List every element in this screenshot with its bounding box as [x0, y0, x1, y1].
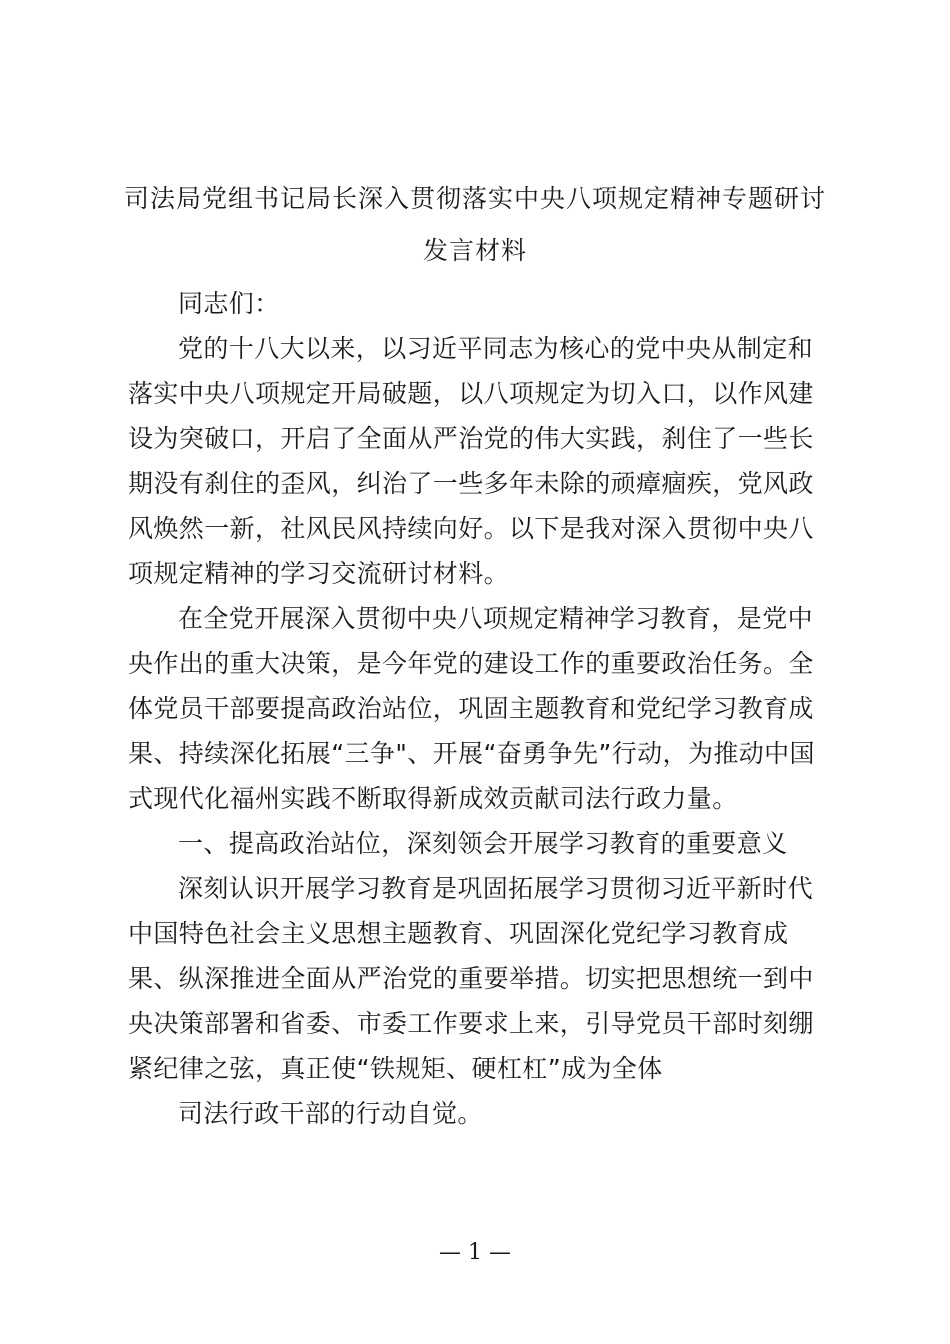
body-line: 中国特色社会主义思想主题教育、巩固深化党纪学习教育成 — [128, 919, 789, 948]
body-line: 央作出的重大决策，是今年党的建设工作的重要政治任务。全 — [128, 649, 814, 678]
document-title-line-1: 司法局党组书记局长深入贯彻落实中央八项规定精神专题研讨 — [123, 184, 826, 213]
body-line: 央决策部署和省委、市委工作要求上来，引导党员干部时刻绷 — [128, 1009, 814, 1038]
page-number: — 1 — — [439, 1240, 511, 1265]
document-body — [128, 281, 828, 1136]
body-line: 党的十八大以来，以习近平同志为核心的党中央从制定和 — [178, 334, 814, 363]
body-line: 一、提高政治站位，深刻领会开展学习教育的重要意义 — [178, 829, 788, 858]
body-line: 紧纪律之弦，真正使“铁规矩、硬杠杠”成为全体 — [128, 1054, 663, 1083]
body-line: 深刻认识开展学习教育是巩固拓展学习贯彻习近平新时代 — [178, 874, 814, 903]
body-line: 在全党开展深入贯彻中央八项规定精神学习教育，是党中 — [178, 604, 814, 633]
body-line: 项规定精神的学习交流研讨材料。 — [128, 559, 510, 588]
body-line: 设为突破口，开启了全面从严治党的伟大实践，刹住了一些长 — [128, 424, 814, 453]
body-line: 果、持续深化拓展“三争"、开展“奋勇争先”行动，为推动中国 — [128, 739, 815, 768]
body-line: 果、纵深推进全面从严治党的重要举措。切实把思想统一到中 — [128, 964, 814, 993]
body-line: 风焕然一新，社风民风持续向好。以下是我对深入贯彻中央八 — [128, 514, 814, 543]
document-title-line-2: 发言材料 — [422, 236, 527, 265]
body-line: 体党员干部要提高政治站位，巩固主题教育和党纪学习教育成 — [128, 694, 814, 723]
body-line: 落实中央八项规定开局破题，以八项规定为切入口，以作风建 — [128, 379, 814, 408]
body-line: 同志们： — [178, 289, 280, 318]
body-line: 式现代化福州实践不断取得新成效贡献司法行政力量。 — [128, 784, 738, 813]
body-line: 司法行政干部的行动自觉。 — [178, 1099, 483, 1128]
body-line: 期没有刹住的歪风，纠治了一些多年未除的顽瘴痼疾，党风政 — [128, 469, 814, 498]
